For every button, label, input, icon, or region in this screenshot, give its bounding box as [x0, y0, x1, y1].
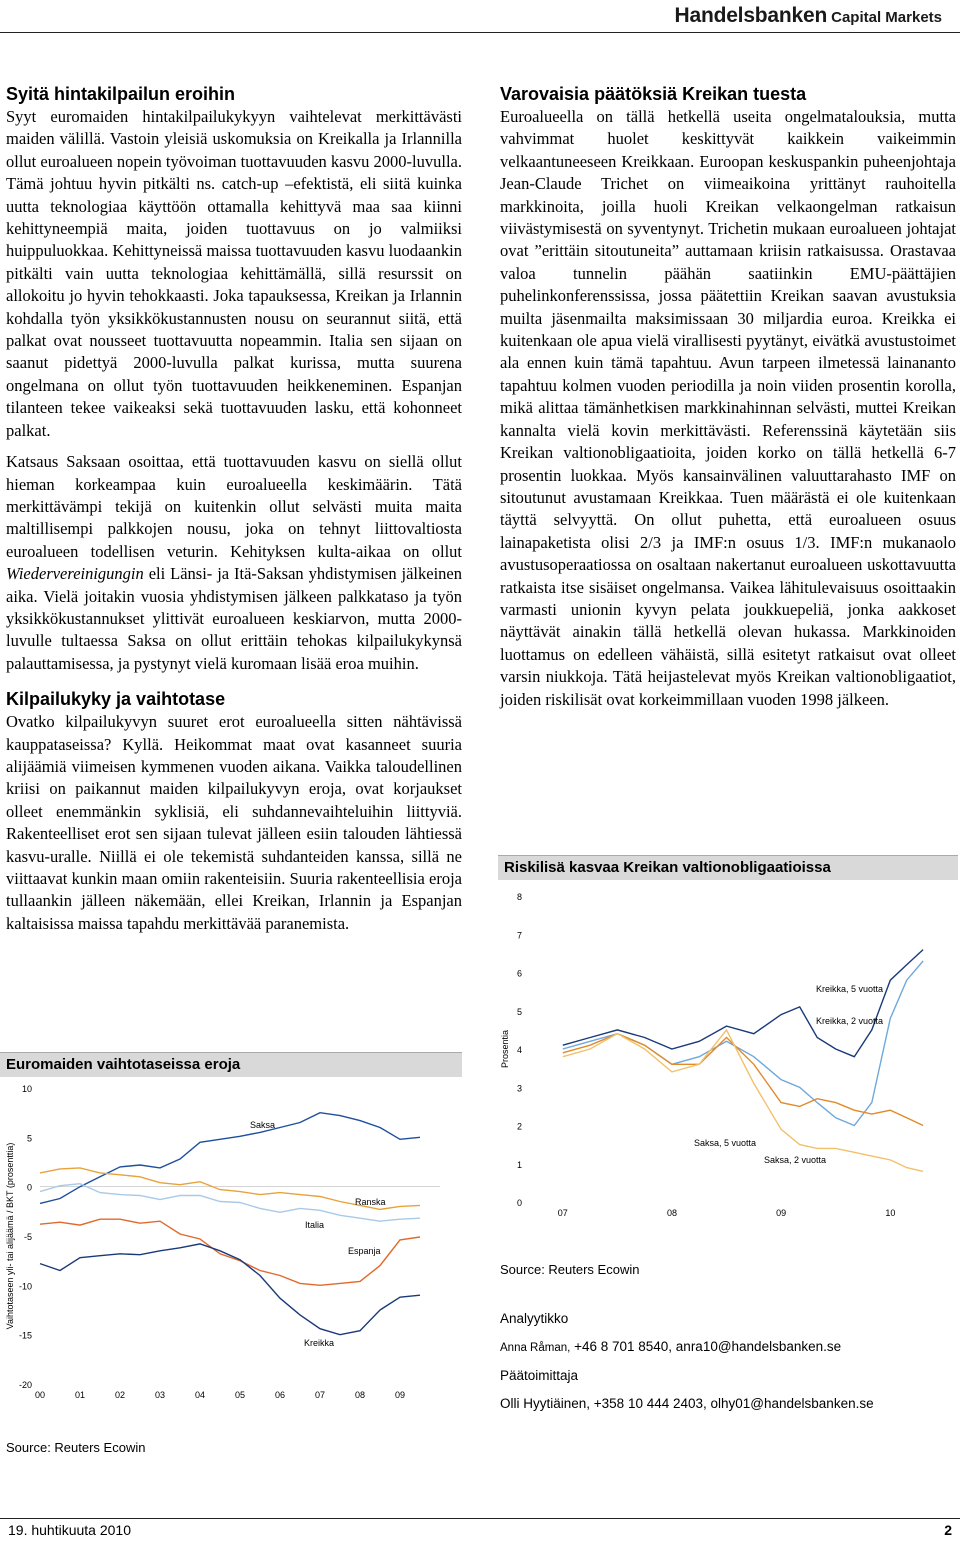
paragraph-germany-part2: eli Länsi- ja Itä-Saksan yhdistymisen jälkeinen aika. Vielä joitakin vuosia yhdistymisen jälkeen palkkataso ja työn yksikkökustannukset ylittivät euroalueen keskiarvon, mutta 2000-luvulle tultaessa Saksa on ollut erittäin tehokas kilpailukykynsä palauttamisessa, ja pystynyt vielä kuromaan lisää eroa muihin.: [6, 564, 462, 673]
brand-main: Handelsbanken: [674, 4, 828, 27]
series-line-0: [40, 1113, 420, 1204]
y-tick-label: -10: [18, 1281, 32, 1292]
x-tick-label: 01: [74, 1390, 86, 1400]
x-tick-label: 03: [154, 1390, 166, 1400]
analyst-label: Analyytikko: [500, 1311, 569, 1326]
section-title-price-competition: Syitä hintakilpailun eroihin: [6, 84, 236, 104]
analyst-line: [500, 1333, 874, 1362]
series-line-0: [563, 950, 923, 1057]
x-tick-label: 08: [354, 1390, 366, 1400]
editor-label: Päätoimittaja: [500, 1368, 579, 1383]
y-tick-label: 3: [516, 1083, 522, 1094]
series-label: Kreikka, 2 vuotta: [816, 1016, 884, 1026]
left-column: [6, 82, 462, 935]
y-tick-label: 5: [26, 1133, 32, 1144]
x-tick-label: 04: [194, 1390, 206, 1400]
section-title-competitiveness: Kilpailukyky ja vaihtotase: [6, 689, 226, 710]
header-rule: [0, 32, 960, 33]
y-tick-label: 4: [516, 1045, 522, 1055]
x-tick-label: 09: [776, 1208, 787, 1218]
y-axis-label: Prosentia: [500, 1029, 510, 1069]
x-tick-label: 07: [314, 1390, 326, 1400]
brand-sub: Capital Markets: [831, 9, 942, 26]
y-tick-label: 7: [516, 930, 522, 941]
chart-greek-bond-yields: [494, 884, 958, 1224]
x-tick-label: 02: [114, 1390, 126, 1400]
brand-logo: [675, 4, 943, 28]
series-label: Italia: [305, 1220, 325, 1230]
series-label: Kreikka, 5 vuotta: [816, 984, 884, 994]
series-label: Ranska: [355, 1197, 386, 1207]
figure-title-greek-spread: Riskilisä kasvaa Kreikan valtionobligaatioissa: [498, 855, 958, 880]
x-tick-label: 00: [34, 1390, 46, 1400]
series-label: Kreikka: [304, 1338, 335, 1348]
chart-current-accounts: [0, 1078, 462, 1408]
y-tick-label: 8: [516, 892, 522, 902]
paragraph-germany-part1: Katsaus Saksaan osoittaa, että tuottavuuden kasvu on siellä ollut hieman korkeampaa kuin euroalueella keskimäärin. Tätä merkittävämpi tekijä on kuitenkin ollut selvästi muita maita maltillisempi palkkojen nousu, joka on tehnyt liittovaltiosta euroalueen todellisen veturin. Kehityksen kulta-aikaa on ollut: [6, 452, 462, 561]
y-tick-label: 5: [516, 1006, 522, 1017]
right-column: [500, 82, 956, 711]
paragraph-productivity: Syyt euromaiden hintakilpailukykyyn vaihtelevat merkittävästi maiden välillä. Vastoin yleisiä uskomuksia on Kreikalla ja Irlannilla ollut euroalueen nopein työvoiman tuottavuuden kasvu 2000-luvulla. Tämä johtuu hyvin pitkälti ns. catch-up –efektistä, eli siitä kuinka uutta teknologiaa käyttöön ottamalla kehittyvä maa saa kiinni kehittyneempiä maita, joiden tuottavuus on jo valmiiksi huippuluokkaa. Kehittyneissä maissa tuottavuuden kasvu luodaankin pitkälti vain uutta teknologiaa kehittämällä, sillä resurssit on allokoitu jo hyvin tehokkaasti. Joka tapauksessa, Kreikan ja Irlannin kohdalla työn yksikkökustannusten nousu on seurannut siitä, että palkat ovat nousseet tuottavuutta nopeammin. Italia sen sijaan on saanut pidettyä 2000-luvulla palkat kurissa, mutta suurena ongelmana on ollut työn tuottavuuden heikkeneminen. Espanjan tilanteen tekee vaikeaksi sekä tuottavuuden lasku, että kohonneet palkat.: [6, 107, 462, 440]
y-axis-label: Vaihtotaseen yli- tai alijäämä / BKT (prosenttia): [5, 1142, 15, 1330]
series-label: Saksa, 2 vuotta: [764, 1155, 827, 1165]
paragraph-greece: Euroalueella on tällä hetkellä useita ongelmatalouksia, mutta vahvimmat huolet keskittyvät kaikkein vaikeimmin velkaantuneeseen Kreikkaan. Euroopan keskuspankin puheenjohtaja Jean-Claude Trichet on viimeaikoina yrittänyt rauhoitella markkinoita, joilla huoli Kreikan velkaongelman ratkaisun viivästymisestä on syventynyt. Trichetin mukaan euroalueen johtajat ovat ”erittäin sitoutuneita” auttamaan kriisin ratkaisussa. Orastavaa valoa tunnelin päähän saatiinkin EMU-päättäjien puhelinkonferenssissa, jossa päätettiin Kreikan saavan avustuksia muilta jäsenmailta maksimissaan 30 miljardia euroa. Kreikka ei kuitenkaan ole apua vielä virallisesti pyytänyt, eivätkä avustustoimet ala ennen kuin tämä tapahtuu. Avun tarpeen ilmetessä lainananto tapahtuu kolmen vuoden periodilla ja noin viiden prosentin korolla, mikä alittaa tämänhetkisen markkinahinnan selvästi, muttei Kreikan kannalta vielä kovin merkittävästi. Referenssinä käytetään siis Kreikan valtionobligaatioita, joiden korko on tällä hetkellä 6-7 prosentin luokkaa. Myös kansainvälinen valuuttarahasto IMF on sitoutunut avustamaan Kreikkaa. Tuen määrästä ei ole kuitenkaan täyttä selvyyttä. On ollut puhetta, että euroalueen osuus lainapaketista olisi 2/3 ja IMF:n osuus 1/3. IMF:n mukanaolo avustusoperaatiossa on osaltaan nakertanut euroalueen uskottavuutta ratkaista itse sisäiset ongelmansa. Vaikea lähitulevaisuus osoittaakin varmasti unionin kyvyn pelata joukkuepeliä, jonka aakkoset näyttävät ainakin tällä hetkellä olevan hukassa. Markkinoiden luottamus on edelleen vähäistä, sillä esitetyt ratkaisut ovat olleet varsin niukkoja. Tätä heijastelevat myös Kreikan valtionobligaatiot, joiden riskilisät ovat korkeimmillaan vuoden 1998 jälkeen.: [500, 107, 956, 709]
analyst-name: Anna Råman,: [500, 1342, 571, 1354]
footer-date: 19. huhtikuuta 2010: [8, 1522, 131, 1538]
x-tick-label: 10: [885, 1208, 896, 1218]
page-number: 2: [944, 1522, 952, 1538]
figure-title-current-accounts: Euromaiden vaihtotaseissa eroja: [0, 1052, 462, 1077]
analyst-details: +46 8 701 8540, anra10@handelsbanken.se: [570, 1339, 842, 1354]
series-label: Saksa: [250, 1120, 276, 1130]
x-tick-label: 06: [274, 1390, 286, 1400]
figure-source-right: Source: Reuters Ecowin: [500, 1262, 640, 1277]
figure-source-left: Source: Reuters Ecowin: [6, 1440, 146, 1455]
footer-rule: [0, 1518, 960, 1519]
editor-details: Olli Hyytiäinen, +358 10 444 2403, olhy01@handelsbanken.se: [500, 1396, 874, 1411]
contact-block: [500, 1305, 874, 1418]
y-tick-label: 10: [21, 1084, 32, 1094]
y-tick-label: -15: [18, 1330, 32, 1341]
paragraph-germany-emphasis: Wiedervereinigungin: [6, 564, 144, 584]
series-label: Saksa, 5 vuotta: [694, 1138, 757, 1148]
series-line-2: [563, 1034, 923, 1126]
y-tick-label: 0: [516, 1198, 522, 1208]
paragraph-current-account: Ovatko kilpailukyvyn suuret erot euroalueella sitten nähtävissä kauppataseissa? Kyllä. Heikommat maat ovat kasanneet suuria alijäämiä viimeisen kymmenen vuoden aikana. Vaikka taloudellinen kriisi on paikannut maiden kilpailukyvyn eroja, ovat korjaukset olleet enemmänkin syklisiä, eli suhdannevaihteluihin liittyviä. Rakenteelliset erot sen sijaan tulevat jälleen esiin talouden lähtiessä kasvu-uralle. Niillä ei ole tekemistä suhdanteiden kanssa, sillä ne viittaavat kunkin maan omiin rakenteisiin. Suuria rakenteellisia eroja tullaankin jälleen näkemään, ellei Kreikan, Irlannin ja Espanjan kaltaisissa maissa tapahdu merkittävää paranemista.: [6, 712, 462, 933]
y-tick-label: 0: [26, 1182, 32, 1193]
y-tick-label: -5: [23, 1232, 32, 1242]
y-tick-label: 6: [516, 968, 522, 979]
x-tick-label: 08: [666, 1208, 677, 1218]
x-tick-label: 09: [394, 1390, 406, 1400]
y-tick-label: -20: [18, 1380, 32, 1390]
paragraph-germany: [6, 451, 462, 675]
y-tick-label: 2: [516, 1121, 522, 1132]
y-tick-label: 1: [516, 1159, 522, 1170]
x-tick-label: 05: [234, 1390, 246, 1400]
section-title-greece-support: Varovaisia päätöksiä Kreikan tuesta: [500, 84, 807, 104]
x-tick-label: 07: [557, 1208, 568, 1218]
series-label: Espanja: [348, 1246, 381, 1256]
